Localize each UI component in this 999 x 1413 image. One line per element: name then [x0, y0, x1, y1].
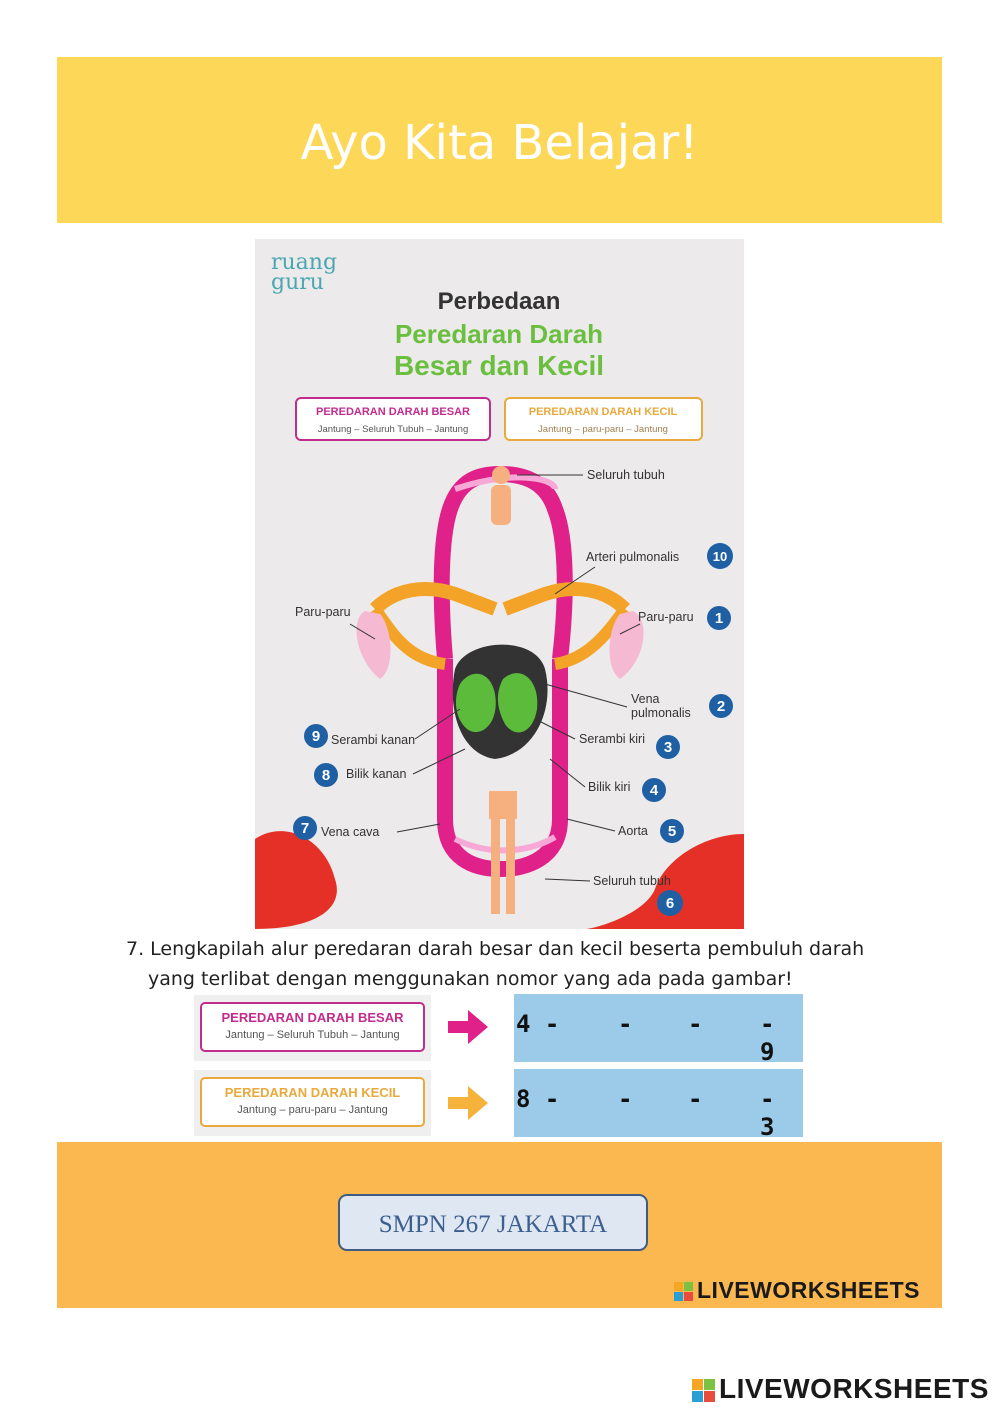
answer-besar-dash-1: -	[618, 1010, 633, 1038]
legend-besar-sub: Jantung – Seluruh Tubuh – Jantung	[317, 424, 469, 435]
arrow-right-icon-orange	[448, 1086, 488, 1120]
legend-kecil-sub: Jantung – paru-paru – Jantung	[538, 424, 668, 435]
badge-9-text: 9	[311, 728, 321, 745]
poster-title-1: Perbedaan	[437, 288, 561, 315]
answer-besar-dash-2: -	[688, 1010, 703, 1038]
school-name-button[interactable]: SMPN 267 JAKARTA	[338, 1194, 648, 1251]
label-serambi-kiri: Serambi kiri	[579, 732, 645, 746]
liveworksheets-icon	[674, 1282, 694, 1301]
capillary-bottom	[455, 837, 555, 850]
badge-1-text: 1	[714, 610, 724, 627]
body-head-top	[492, 466, 510, 484]
answer-box-kecil[interactable]	[514, 1069, 803, 1141]
page-title: Ayo Kita Belajar!	[300, 115, 699, 171]
circulation-poster	[255, 239, 744, 929]
answer-besar-start: 4 -	[516, 1010, 560, 1038]
label-arteri-pulmonalis: Arteri pulmonalis	[586, 550, 680, 564]
label-seluruh-tubuh-top: Seluruh tubuh	[587, 468, 665, 482]
label-peredaran-besar	[194, 995, 431, 1061]
label-aorta: Aorta	[618, 824, 648, 838]
footer-liveworksheets-logo	[674, 1277, 920, 1304]
label-besar-frame	[200, 1002, 425, 1052]
label-seluruh-tubuh-bottom: Seluruh tubuh	[593, 874, 671, 888]
label-serambi-kanan: Serambi kanan	[331, 733, 416, 747]
answer-kecil-end: - 3	[760, 1085, 775, 1141]
badge-8-text: 8	[321, 767, 331, 784]
circulation-diagram	[255, 239, 744, 929]
heart-right-side	[456, 674, 496, 732]
label-vena-cava: Vena cava	[321, 825, 380, 839]
badge-3-text: 3	[663, 739, 673, 756]
label-bilik-kanan: Bilik kanan	[346, 767, 407, 781]
liveworksheets-icon	[692, 1379, 716, 1402]
badge-5-text: 5	[667, 823, 677, 840]
body-torso-top	[491, 485, 511, 525]
badge-6-text: 6	[665, 895, 675, 912]
badge-7-text: 7	[300, 820, 310, 837]
badge-2-text: 2	[716, 698, 726, 715]
footer-logo-text: LIVEWORKSHEETS	[697, 1277, 920, 1303]
question-line-1: 7. Lengkapilah alur peredaran darah besar dan kecil beserta pembuluh darah	[126, 938, 865, 960]
label-bilik-kiri: Bilik kiri	[588, 780, 631, 794]
body-leg-right	[506, 819, 515, 914]
label-peredaran-kecil	[194, 1070, 431, 1136]
question-text	[126, 934, 906, 994]
badge-10-text: 10	[712, 549, 728, 564]
answer-besar-end: - 9	[760, 1010, 775, 1066]
label-besar-title: PEREDARAN DARAH BESAR	[221, 1010, 404, 1025]
answer-box-besar[interactable]	[514, 994, 803, 1066]
poster-title-2: Peredaran Darah	[394, 319, 604, 349]
label-paru-left: Paru-paru	[295, 605, 351, 619]
brand-ruang: ruang	[271, 250, 338, 275]
answer-kecil-dash-1: -	[618, 1085, 633, 1113]
label-vena-pulmonalis-2: pulmonalis	[631, 706, 691, 720]
label-kecil-sub: Jantung – paru-paru – Jantung	[237, 1104, 388, 1116]
label-besar-sub: Jantung – Seluruh Tubuh – Jantung	[225, 1029, 400, 1041]
legend-besar-title: PEREDARAN DARAH BESAR	[315, 406, 471, 418]
poster-title-3: Besar dan Kecil	[393, 350, 605, 381]
arrow-right-icon-magenta	[448, 1010, 488, 1044]
answer-kecil-start: 8 -	[516, 1085, 560, 1113]
red-corner-left	[255, 831, 337, 929]
label-vena-pulmonalis-1: Vena	[631, 692, 660, 706]
bottom-liveworksheets-logo[interactable]	[692, 1373, 989, 1405]
label-paru-right: Paru-paru	[638, 610, 694, 624]
brand-guru: guru	[271, 270, 324, 295]
body-hips-bottom	[489, 791, 517, 819]
label-kecil-title: PEREDARAN DARAH KECIL	[224, 1085, 401, 1100]
body-leg-left	[491, 819, 500, 914]
badge-4-text: 4	[649, 782, 659, 799]
question-line-2: yang terlibat dengan menggunakan nomor yang ada pada gambar!	[148, 968, 793, 990]
label-kecil-frame	[200, 1077, 425, 1127]
legend-kecil-title: PEREDARAN DARAH KECIL	[528, 406, 678, 418]
answer-kecil-dash-2: -	[688, 1085, 703, 1113]
bottom-logo-text: LIVEWORKSHEETS	[719, 1373, 989, 1404]
